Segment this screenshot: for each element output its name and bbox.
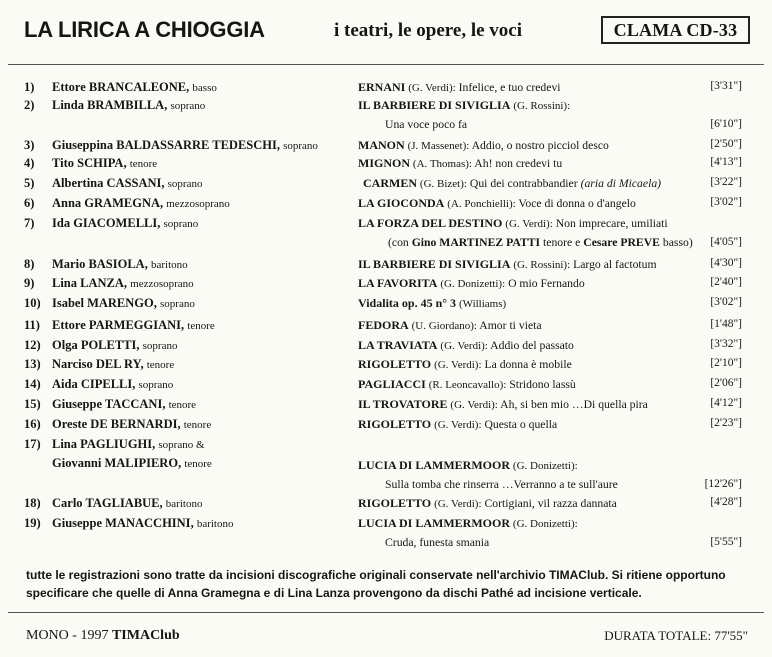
track-work: LA FORZA DEL DESTINO (G. Verdi): Non imprecare, umiliati xyxy=(358,216,668,230)
track-row xyxy=(0,257,772,276)
track-singer: Ida GIACOMELLI, soprano xyxy=(52,216,199,230)
track-number: 7) xyxy=(24,216,35,230)
track-row xyxy=(0,417,772,436)
track-singer: Linda BRAMBILLA, soprano xyxy=(52,98,206,112)
track-row xyxy=(0,216,772,235)
track-work: LA FAVORITA (G. Donizetti): O mio Fernando xyxy=(358,276,585,290)
track-row xyxy=(0,338,772,357)
track-row xyxy=(0,456,772,475)
track-work: Vidalita op. 45 n° 3 (Williams) xyxy=(358,296,507,310)
track-number: 17) xyxy=(24,437,41,451)
track-row xyxy=(0,80,772,99)
track-singer: Lina LANZA, mezzosoprano xyxy=(52,276,194,290)
track-duration: [4'30"] xyxy=(710,257,742,269)
track-row-continuation xyxy=(0,536,772,555)
track-row xyxy=(0,357,772,376)
track-singer: Mario BASIOLA, baritono xyxy=(52,257,188,271)
track-row xyxy=(0,318,772,337)
track-singer: Tito SCHIPA, tenore xyxy=(52,156,158,170)
album-title: LA LIRICA A CHIOGGIA xyxy=(24,17,265,42)
track-work: LUCIA DI LAMMERMOOR (G. Donizetti): xyxy=(358,516,578,530)
track-work: LA TRAVIATA (G. Verdi): Addio del passato xyxy=(358,338,574,352)
track-work: RIGOLETTO (G. Verdi): La donna è mobile xyxy=(358,357,572,371)
track-row xyxy=(0,437,772,456)
track-row-continuation xyxy=(0,478,772,497)
track-detail: Una voce poco fa xyxy=(385,118,468,131)
track-duration: [6'10"] xyxy=(710,118,742,130)
track-row-continuation xyxy=(0,118,772,137)
track-duration: [3'31"] xyxy=(710,80,742,92)
track-row xyxy=(0,196,772,215)
track-singer: Giuseppe TACCANI, tenore xyxy=(52,397,197,411)
track-row xyxy=(0,296,772,315)
track-number: 3) xyxy=(24,138,35,152)
track-work: IL TROVATORE (G. Verdi): Ah, si ben mio …Di quella pira xyxy=(358,397,648,411)
track-number: 2) xyxy=(24,98,35,112)
track-number: 4) xyxy=(24,156,35,170)
track-duration: [4'05"] xyxy=(710,236,742,248)
track-row xyxy=(0,397,772,416)
recording-note: tutte le registrazioni sono tratte da incisioni discografiche originali conservate nell'archivio TIMAClub. Si ritiene opportuno specificare che quelle di Anna Gramegna e di Lina Lanza provengono da dischi Pathé ad incisione verticale. xyxy=(26,568,726,600)
track-singer: Oreste DE BERNARDI, tenore xyxy=(52,417,212,431)
track-singer: Albertina CASSANI, soprano xyxy=(52,176,203,190)
track-work: CARMEN (G. Bizet): Qui dei contrabbandier (aria di Micaela) xyxy=(363,176,662,190)
label-name: TIMAClub xyxy=(111,628,180,643)
track-row xyxy=(0,377,772,396)
track-singer: Ettore BRANCALEONE, basso xyxy=(52,80,217,94)
track-singer: Ettore PARMEGGIANI, tenore xyxy=(52,318,215,332)
track-row xyxy=(0,138,772,157)
track-work: IL BARBIERE DI SIVIGLIA (G. Rossini): Largo al factotum xyxy=(358,257,657,271)
track-number: 5) xyxy=(24,176,35,190)
track-work: RIGOLETTO (G. Verdi): Cortigiani, vil razza dannata xyxy=(358,496,617,510)
track-duration: [3'02"] xyxy=(710,196,742,208)
footer-release-info: MONO - 1997 TIMAClub xyxy=(26,628,180,643)
track-number: 12) xyxy=(24,338,41,352)
track-duration: [5'55"] xyxy=(710,536,742,548)
track-work: IL BARBIERE DI SIVIGLIA (G. Rossini): xyxy=(358,98,571,112)
track-row xyxy=(0,98,772,117)
track-duration: [4'12"] xyxy=(710,397,742,409)
track-work: MIGNON (A. Thomas): Ah! non credevi tu xyxy=(358,156,563,170)
track-number: 10) xyxy=(24,296,41,310)
track-singer: Olga POLETTI, soprano xyxy=(52,338,178,352)
track-number: 9) xyxy=(24,276,35,290)
track-row xyxy=(0,156,772,175)
track-detail: Sulla tomba che rinserra …Verranno a te sull'aure xyxy=(385,478,618,491)
track-row xyxy=(0,516,772,535)
track-duration: [2'06"] xyxy=(710,377,742,389)
track-work: MANON (J. Massenet): Addio, o nostro picciol desco xyxy=(358,138,609,152)
track-duration: [3'32"] xyxy=(710,338,742,350)
guest-credit: (con Gino MARTINEZ PATTI tenore e Cesare PREVE basso) xyxy=(388,236,693,249)
track-singer: Carlo TAGLIABUE, baritono xyxy=(52,496,203,510)
track-duration: [1'48"] xyxy=(710,318,742,330)
track-work: ERNANI (G. Verdi): Infelice, e tuo credevi xyxy=(358,80,561,94)
album-subtitle: i teatri, le opere, le voci xyxy=(334,20,522,41)
track-duration: [2'10"] xyxy=(710,357,742,369)
track-row xyxy=(0,176,772,195)
track-number: 1) xyxy=(24,80,35,94)
track-duration: [3'22"] xyxy=(710,176,742,188)
track-singer: Narciso DEL RY, tenore xyxy=(52,357,175,371)
track-duration: [4'28"] xyxy=(710,496,742,508)
track-number: 15) xyxy=(24,397,41,411)
track-duration: [12'26"] xyxy=(704,478,742,490)
track-singer: Anna GRAMEGNA, mezzosoprano xyxy=(52,196,230,210)
track-number: 13) xyxy=(24,357,41,371)
track-duration: [3'02"] xyxy=(710,296,742,308)
track-duration: [2'40"] xyxy=(710,276,742,288)
track-duration: [4'13"] xyxy=(710,156,742,168)
track-work: RIGOLETTO (G. Verdi): Questa o quella xyxy=(358,417,558,431)
track-number: 16) xyxy=(24,417,41,431)
track-number: 11) xyxy=(24,318,40,332)
track-singer: Lina PAGLIUGHI, soprano & xyxy=(52,437,205,451)
track-number: 6) xyxy=(24,196,35,210)
track-singer: Aida CIPELLI, soprano xyxy=(52,377,174,391)
track-singer: Isabel MARENGO, soprano xyxy=(52,296,195,310)
track-number: 8) xyxy=(24,257,35,271)
track-number: 18) xyxy=(24,496,41,510)
track-singer: Giuseppe MANACCHINI, baritono xyxy=(52,516,234,530)
track-work: LUCIA DI LAMMERMOOR (G. Donizetti): xyxy=(358,458,578,472)
total-duration: DURATA TOTALE: 77'55" xyxy=(604,628,748,643)
track-row-continuation xyxy=(0,236,772,255)
track-singer: Giuseppina BALDASSARRE TEDESCHI, soprano xyxy=(52,138,318,152)
track-work: FEDORA (U. Giordano): Amor ti vieta xyxy=(358,318,542,332)
track-work: PAGLIACCI (R. Leoncavallo): Stridono lassù xyxy=(358,377,576,391)
track-duration: [2'23"] xyxy=(710,417,742,429)
track-row xyxy=(0,276,772,295)
track-singer: Giovanni MALIPIERO, tenore xyxy=(52,456,212,470)
catalog-number: CLAMA CD-33 xyxy=(613,20,738,40)
track-number: 19) xyxy=(24,516,41,530)
track-duration: [2'50"] xyxy=(710,138,742,150)
track-detail: Cruda, funesta smania xyxy=(385,536,490,549)
track-number: 14) xyxy=(24,377,41,391)
track-row xyxy=(0,496,772,515)
bottom-divider xyxy=(8,612,764,613)
track-work: LA GIOCONDA (A. Ponchielli): Voce di donna o d'angelo xyxy=(358,196,636,210)
